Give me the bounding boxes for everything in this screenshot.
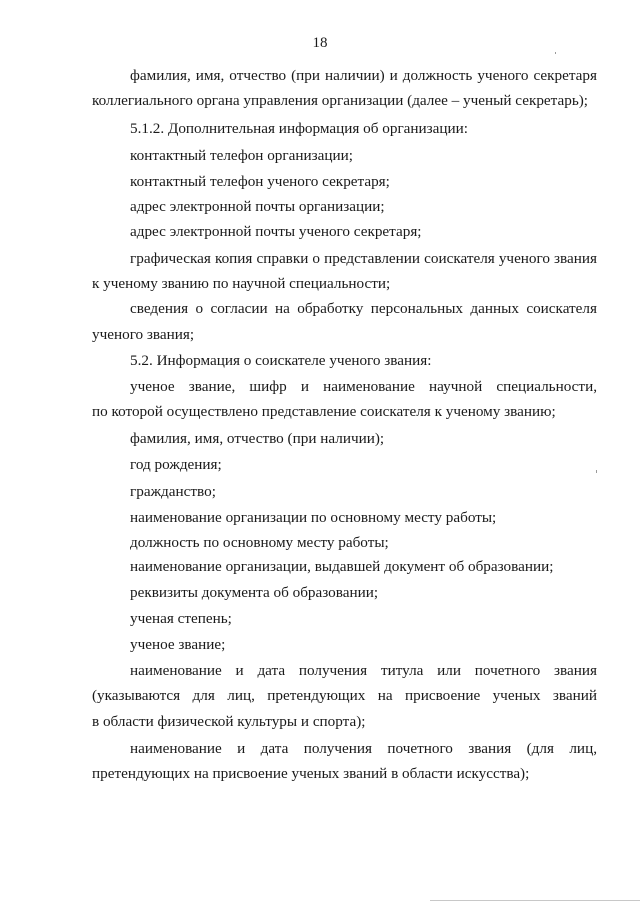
list-item: гражданство; bbox=[130, 483, 216, 500]
text-line: ученого звания; bbox=[92, 326, 195, 343]
text-line: к ученому званию по научной специальности; bbox=[92, 275, 391, 292]
page-number: 18 bbox=[312, 35, 328, 51]
list-item: графическая копия справки о представлении соискателя ученого звания bbox=[130, 250, 597, 267]
list-item: контактный телефон ученого секретаря; bbox=[130, 173, 390, 190]
list-item: реквизиты документа об образовании; bbox=[130, 584, 379, 601]
text-line: в области физической культуры и спорта); bbox=[92, 713, 366, 730]
scan-speck bbox=[555, 52, 556, 54]
list-item: наименование организации по основному месту работы; bbox=[130, 509, 497, 526]
list-item: наименование организации, выдавшей документ об образовании; bbox=[130, 558, 554, 575]
list-item: должность по основному месту работы; bbox=[130, 534, 389, 551]
list-item: адрес электронной почты ученого секретаря; bbox=[130, 223, 422, 240]
list-item: ученое звание; bbox=[130, 636, 226, 653]
list-item: год рождения; bbox=[130, 456, 222, 473]
text-line: претендующих на присвоение ученых званий в области искусства); bbox=[92, 765, 530, 782]
list-item: наименование и дата получения почетного звания (для лиц, bbox=[130, 740, 597, 757]
section-heading: 5.2. Информация о соискателе ученого звания: bbox=[130, 352, 432, 369]
list-item: фамилия, имя, отчество (при наличии); bbox=[130, 430, 385, 447]
section-heading: 5.1.2. Дополнительная информация об организации: bbox=[130, 120, 469, 137]
text-line: (указываются для лиц, претендующих на присвоение ученых званий bbox=[92, 687, 597, 704]
list-item: сведения о согласии на обработку персональных данных соискателя bbox=[130, 300, 597, 317]
scan-speck bbox=[596, 470, 597, 473]
list-item: адрес электронной почты организации; bbox=[130, 198, 385, 215]
scan-edge-line bbox=[430, 900, 640, 901]
list-item: контактный телефон организации; bbox=[130, 147, 353, 164]
list-item: ученое звание, шифр и наименование научной специальности, bbox=[130, 378, 597, 395]
text-line: фамилия, имя, отчество (при наличии) и должность ученого секретаря bbox=[130, 67, 597, 84]
text-line: по которой осуществлено представление соискателя к ученому званию; bbox=[92, 403, 556, 420]
list-item: наименование и дата получения титула или почетного звания bbox=[130, 662, 597, 679]
list-item: ученая степень; bbox=[130, 610, 232, 627]
text-line: коллегиального органа управления организации (далее – ученый секретарь); bbox=[92, 92, 589, 109]
